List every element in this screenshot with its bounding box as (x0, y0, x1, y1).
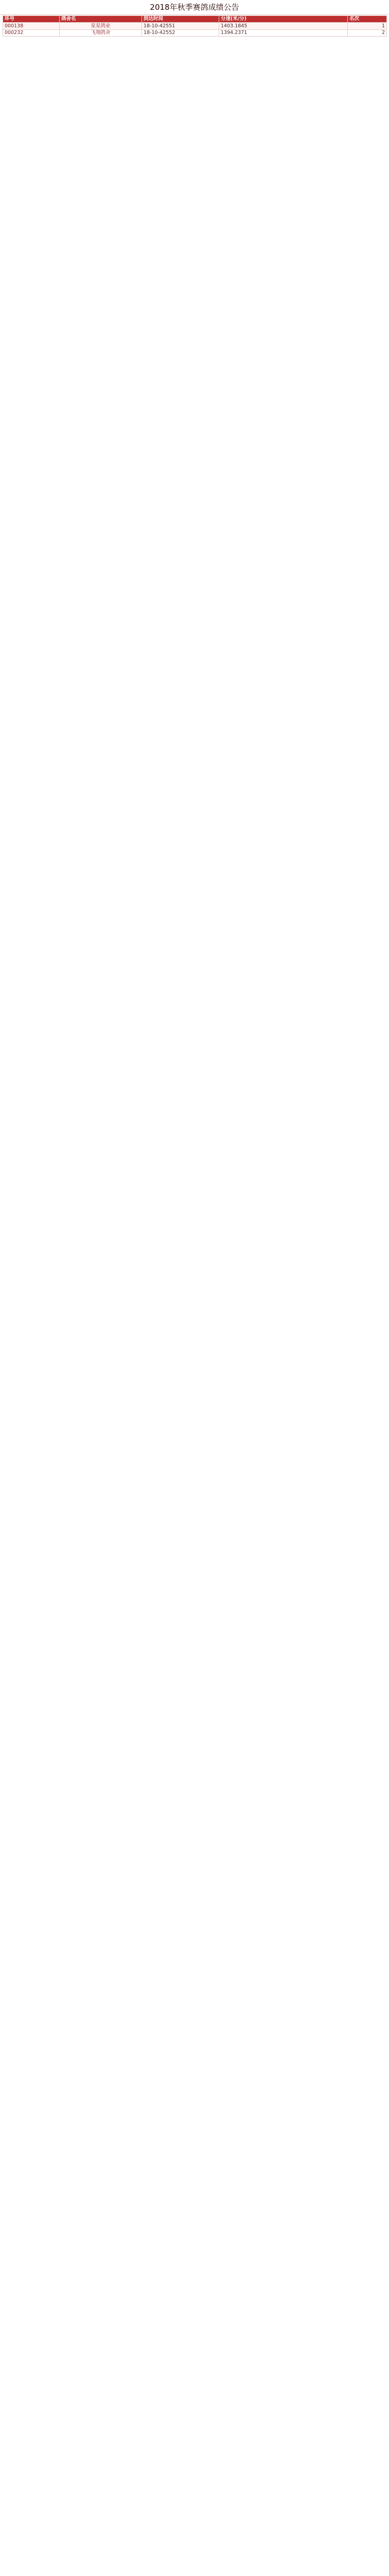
table-row (3, 29, 387, 36)
table-row (3, 23, 387, 29)
cell-speed: 1394.2371 (219, 29, 348, 36)
col-header-time: 到达时间 (142, 16, 219, 23)
cell-rank: 1 (348, 23, 387, 29)
results-table (3, 15, 387, 37)
cell-time: 18-10-42552 (142, 29, 219, 36)
cell-team: 星星鸽业 (60, 23, 142, 29)
cell-rank: 2 (348, 29, 387, 36)
cell-ring-id: 000138 (3, 23, 60, 29)
cell-ring-id: 000232 (3, 29, 60, 36)
page-title: 2018年秋季赛鸽成绩公告 (0, 0, 389, 15)
table-header-row (3, 16, 387, 23)
col-header-team: 鸽舍名 (60, 16, 142, 23)
cell-team: 飞翔鸽舍 (60, 29, 142, 36)
cell-time: 18-10-42551 (142, 23, 219, 29)
col-header-speed: 分速(米/分) (219, 16, 348, 23)
col-header-id: 环号 (3, 16, 60, 23)
cell-speed: 1403.1845 (219, 23, 348, 29)
col-header-rank: 名次 (348, 16, 387, 23)
